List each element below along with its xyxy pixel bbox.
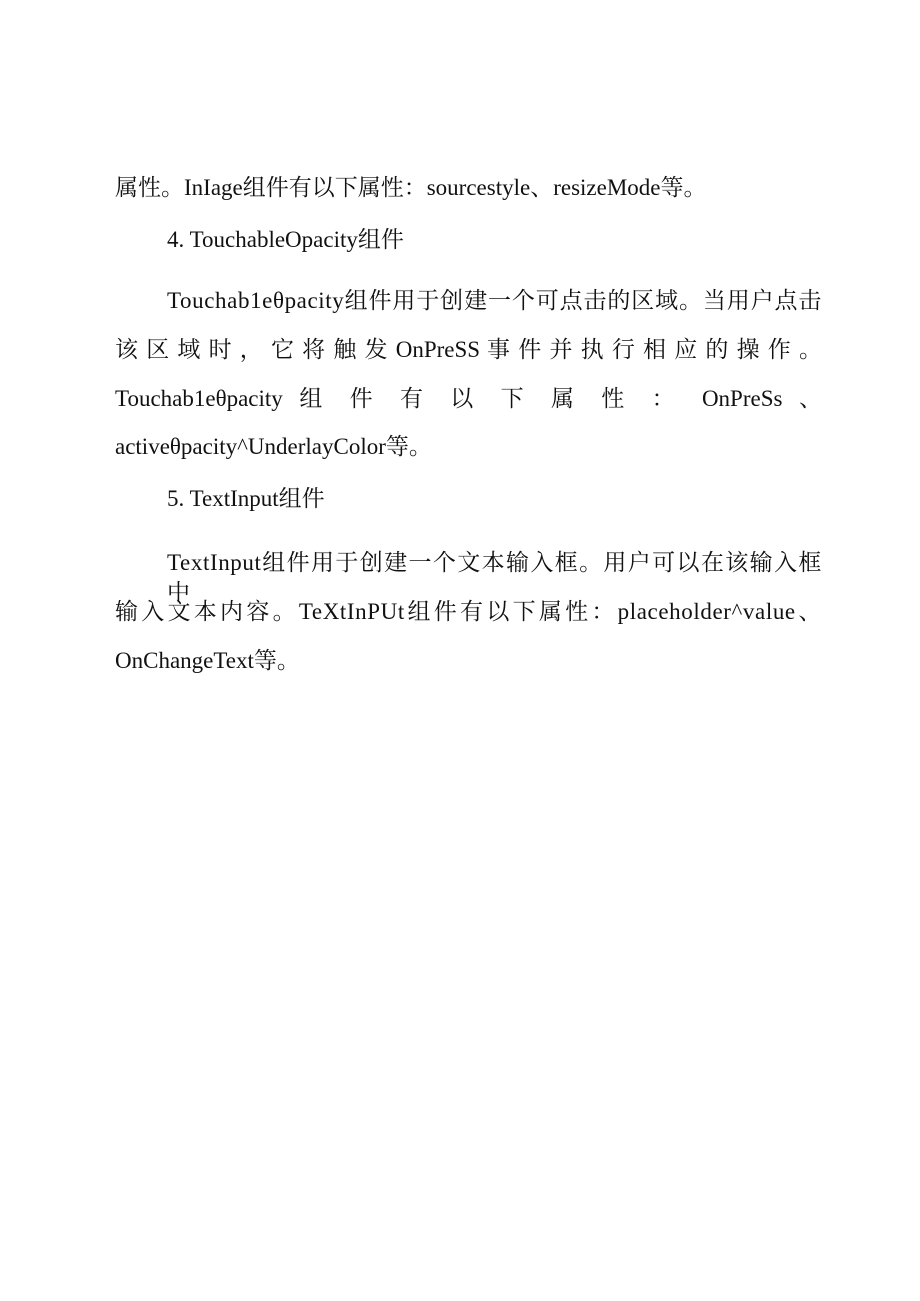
paragraph-line-textinput-1: TextInput组件用于创建一个文本输入框。用户可以在该输入框中: [167, 550, 822, 605]
paragraph-line-touchable-3: Touchab1eθpacity 组 件 有 以 下 属 性 ： OnPreSs 、: [115, 386, 822, 411]
paragraph-line-touchable-4: activeθpacity^UnderlayColor等。: [115, 434, 432, 459]
heading-text-input: 5. TextInput组件: [167, 486, 325, 511]
paragraph-line-touchable-2: 该 区 域 时 ， 它 将 触 发 OnPreSS 事 件 并 执 行 相 应 的 操 作 。: [115, 337, 822, 362]
paragraph-line-image-properties: 属性。InIage组件有以下属性：sourcestyle、resizeMode等。: [115, 175, 707, 200]
heading-touchable-opacity: 4. TouchableOpacity组件: [167, 227, 404, 252]
paragraph-line-textinput-3: OnChangeText等。: [115, 648, 300, 673]
paragraph-line-touchable-1: Touchab1eθpacity组件用于创建一个可点击的区域。当用户点击: [167, 288, 822, 313]
paragraph-line-textinput-2: 输入文本内容。TeXtInPUt组件有以下属性：placeholder^value、: [115, 599, 822, 624]
